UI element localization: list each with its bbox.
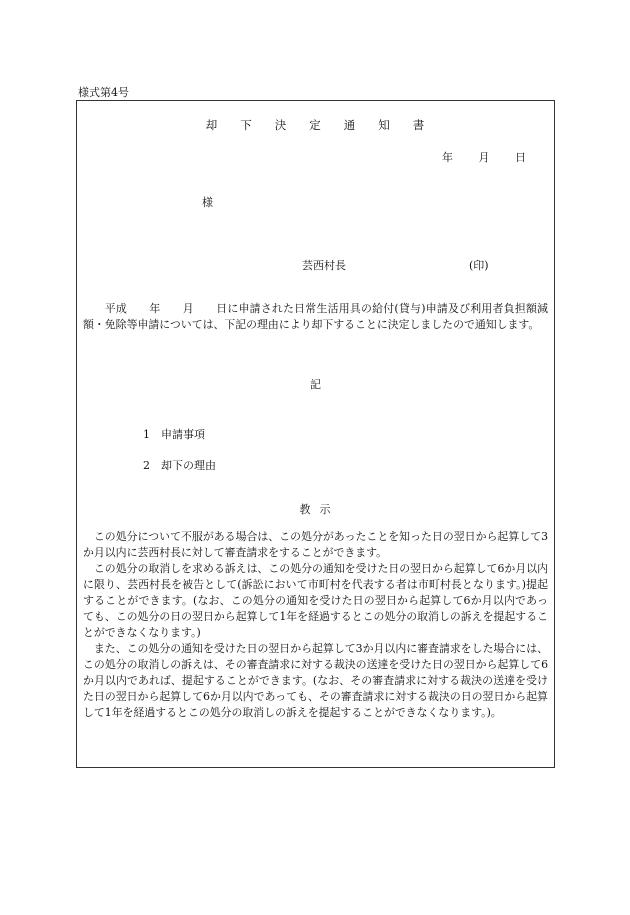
notice-section xyxy=(83,529,548,721)
notice-paragraph: また、この処分の通知を受けた日の翌日から起算して3か月以内に審査請求をした場合には、この処分の取消しの訴えは、その審査請求に対する裁決の送達を受けた日の翌日から起算して6か月以内であれば、提起することができます。(なお、その審査請求に対する裁決の送達を受けた日の翌日から起算して6か月以内であっても、その審査請求に対する裁決の日の翌日から起算して1年を経過するとこの処分の取消しの訴えを提起することができなくなります。)。 xyxy=(83,642,548,719)
item-label: 却下の理由 xyxy=(161,459,216,472)
kyoji-char: 示 xyxy=(319,503,332,516)
form-number: 様式第4号 xyxy=(78,86,129,99)
title-char: 知 xyxy=(378,118,391,132)
item-label: 申請事項 xyxy=(161,428,205,441)
addressee-suffix: 様 xyxy=(202,196,213,209)
intro-paragraph: 平成 年 月 日に申請された日常生活用具の給付(貸与)申請及び利用者負担額減額・免除等申請については、下記の理由により却下することに決定しましたので通知します。 xyxy=(83,302,548,331)
item-number: 1 xyxy=(143,428,150,441)
title-char: 下 xyxy=(240,118,253,132)
document-frame xyxy=(76,100,555,768)
ki-heading: 記 xyxy=(310,378,321,391)
title-char: 定 xyxy=(309,118,322,132)
title-char: 却 xyxy=(205,118,219,132)
title-char: 書 xyxy=(412,118,426,132)
date-month: 月 xyxy=(478,151,490,164)
date-year: 年 xyxy=(442,151,453,164)
title-char: 決 xyxy=(274,118,288,132)
title-char: 通 xyxy=(343,118,357,132)
kyoji-heading xyxy=(77,503,554,516)
item-number: 2 xyxy=(143,459,150,472)
notice-paragraph: この処分について不服がある場合は、この処分があったことを知った日の翌日から起算して3か月以内に芸西村長に対して審査請求をすることができます。 xyxy=(83,530,548,559)
notice-paragraph: この処分の取消しを求める訴えは、この処分の通知を受けた日の翌日から起算して6か月以内に限り、芸西村長を被告として(訴訟において市町村を代表する者は市町村長となります。)提起することができます。(なお、この処分の通知を受けた日の翌日から起算して6か月以内であっても、この処分の日の翌日から起算して1年を経過するとこの処分の取消しの訴えを提起することができなくなります。) xyxy=(83,562,548,639)
list-item xyxy=(143,459,216,472)
issuer-name: 芸西村長 xyxy=(302,259,346,272)
date-line xyxy=(442,151,534,164)
document-title xyxy=(77,119,554,133)
date-day: 日 xyxy=(515,151,526,164)
kyoji-char: 教 xyxy=(299,503,312,516)
list-item xyxy=(143,428,205,441)
seal-mark: (印) xyxy=(469,259,489,272)
